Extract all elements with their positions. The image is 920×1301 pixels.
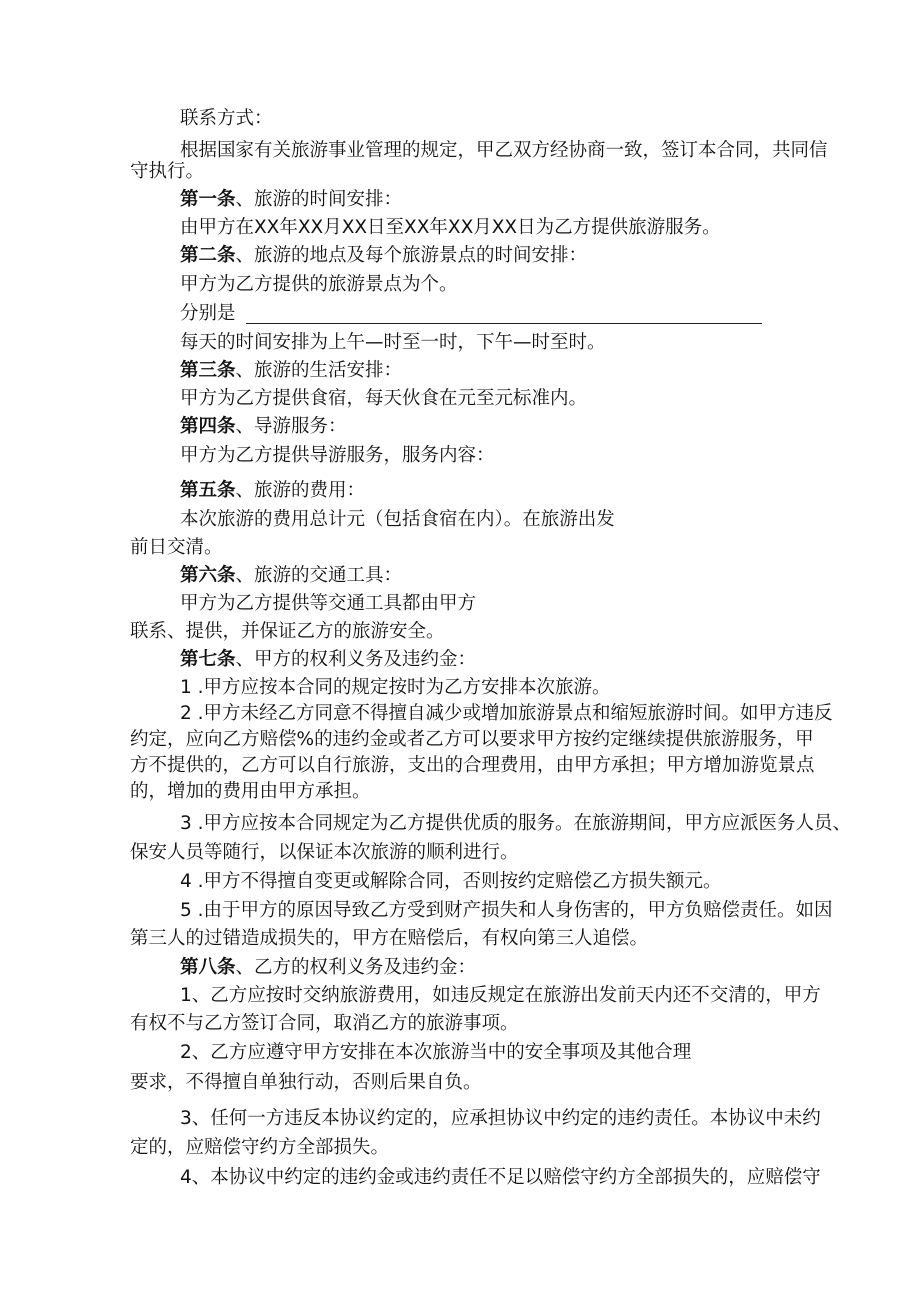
article-7-title (180, 647, 476, 673)
article-4-title (180, 414, 347, 440)
article-6-body-2: 联系、提供，并保证乙方的旅游安全。 (130, 621, 445, 642)
fill-in-blank-line (246, 323, 762, 324)
article-3-title (180, 358, 402, 384)
article-8-item-2-line-1: 2、乙方应遵守甲方安排在本次旅游当中的安全事项及其他合理 (180, 1042, 692, 1063)
article-heading: 第五条 (180, 480, 236, 501)
article-8-item-1-line-2: 有权不与乙方签订合同，取消乙方的旅游事项。 (130, 1013, 519, 1034)
intro-line-2: 守执行。 (130, 161, 205, 182)
article-2-title (180, 243, 587, 269)
article-2-body-1: 甲方为乙方提供的旅游景点为个。 (180, 274, 458, 295)
article-8-item-3-line-1: 3、任何一方违反本协议约定的，应承担协议中约定的违约责任。本协议中未约 (180, 1108, 821, 1129)
article-heading: 第四条 (180, 416, 236, 437)
article-6-body-1: 甲方为乙方提供等交通工具都由甲方 (180, 593, 477, 614)
article-5-body-1: 本次旅游的费用总计元（包括食宿在内）。在旅游出发 (180, 509, 615, 530)
article-8-item-3-line-2: 定的，应赔偿守约方全部损失。 (130, 1137, 390, 1158)
article-7-item-1: 1 .甲方应按本合同的规定按时为乙方安排本次旅游。 (180, 677, 611, 698)
article-1-title (180, 187, 402, 213)
article-title-text: 、旅游的费用： (235, 480, 366, 501)
article-heading: 第二条 (180, 245, 236, 266)
article-title-text: 、导游服务： (235, 416, 347, 437)
article-7-item-2-line-3: 方不提供的，乙方可以自行旅游，支出的合理费用，由甲方承担；甲方增加游览景点 (130, 755, 815, 776)
article-7-item-3-line-2: 保安人员等随行，以保证本次旅游的顺利进行。 (130, 842, 519, 863)
article-7-item-2-line-4: 的，增加的费用由甲方承担。 (130, 781, 371, 802)
article-title-text: 、旅游的地点及每个旅游景点的时间安排： (235, 245, 588, 266)
article-7-item-5-line-2: 第三人的过错造成损失的，甲方在赔偿后，有权向第三人追偿。 (130, 928, 649, 949)
article-heading: 第一条 (180, 189, 236, 210)
article-title-text: 、旅游的时间安排： (235, 189, 403, 210)
article-8-item-2-line-2: 要求，不得擅自单独行动，否则后果自负。 (130, 1072, 482, 1093)
article-6-title (180, 563, 402, 589)
article-title-text: 、乙方的权利义务及违约金： (235, 957, 477, 978)
article-3-body: 甲方为乙方提供食宿，每天伙食在元至元标准内。 (180, 388, 588, 409)
article-heading: 第八条 (180, 957, 236, 978)
article-4-body: 甲方为乙方提供导游服务，服务内容： (180, 445, 495, 466)
intro-line-1: 根据国家有关旅游事业管理的规定，甲乙双方经协商一致，签订本合同，共同信 (180, 140, 828, 161)
article-title-text: 、旅游的生活安排： (235, 360, 403, 381)
article-1-body: 由甲方在XX年XX月XX日至XX年XX月XX日为乙方提供旅游服务。 (180, 217, 721, 238)
article-8-item-4-line-1: 4、本协议中约定的违约金或违约责任不足以赔偿守约方全部损失的，应赔偿守 (180, 1167, 821, 1188)
article-7-item-2-line-2: 约定，应向乙方赔偿%的违约金或者乙方可以要求甲方按约定继续提供旅游服务，甲 (130, 729, 814, 750)
article-2-body-3: 每天的时间安排为上午—时至一时，下午—时至时。 (180, 332, 606, 353)
article-title-text: 、甲方的权利义务及违约金： (235, 649, 477, 670)
article-5-title (180, 478, 365, 504)
article-heading: 第三条 (180, 360, 236, 381)
article-8-item-1-line-1: 1、乙方应按时交纳旅游费用，如违反规定在旅游出发前天内还不交清的，甲方 (180, 985, 821, 1006)
article-7-item-5-line-1: 5 .由于甲方的原因导致乙方受到财产损失和人身伤害的，甲方负赔偿责任。如因 (180, 900, 833, 921)
article-2-body-2: 分别是 (180, 303, 236, 324)
article-title-text: 、旅游的交通工具： (235, 565, 403, 586)
article-heading: 第六条 (180, 565, 236, 586)
article-8-title (180, 955, 476, 981)
article-7-item-4: 4 .甲方不得擅自变更或解除合同，否则按约定赔偿乙方损失额元。 (180, 871, 722, 892)
contact-line: 联系方式： (180, 108, 273, 129)
article-7-item-2-line-1: 2 .甲方未经乙方同意不得擅自减少或增加旅游景点和缩短旅游时间。如甲方违反 (180, 703, 833, 724)
article-5-body-2: 前日交清。 (130, 537, 223, 558)
article-heading: 第七条 (180, 649, 236, 670)
article-7-item-3-line-1: 3 .甲方应按本合同规定为乙方提供优质的服务。在旅游期间，甲方应派医务人员、 (180, 813, 852, 834)
